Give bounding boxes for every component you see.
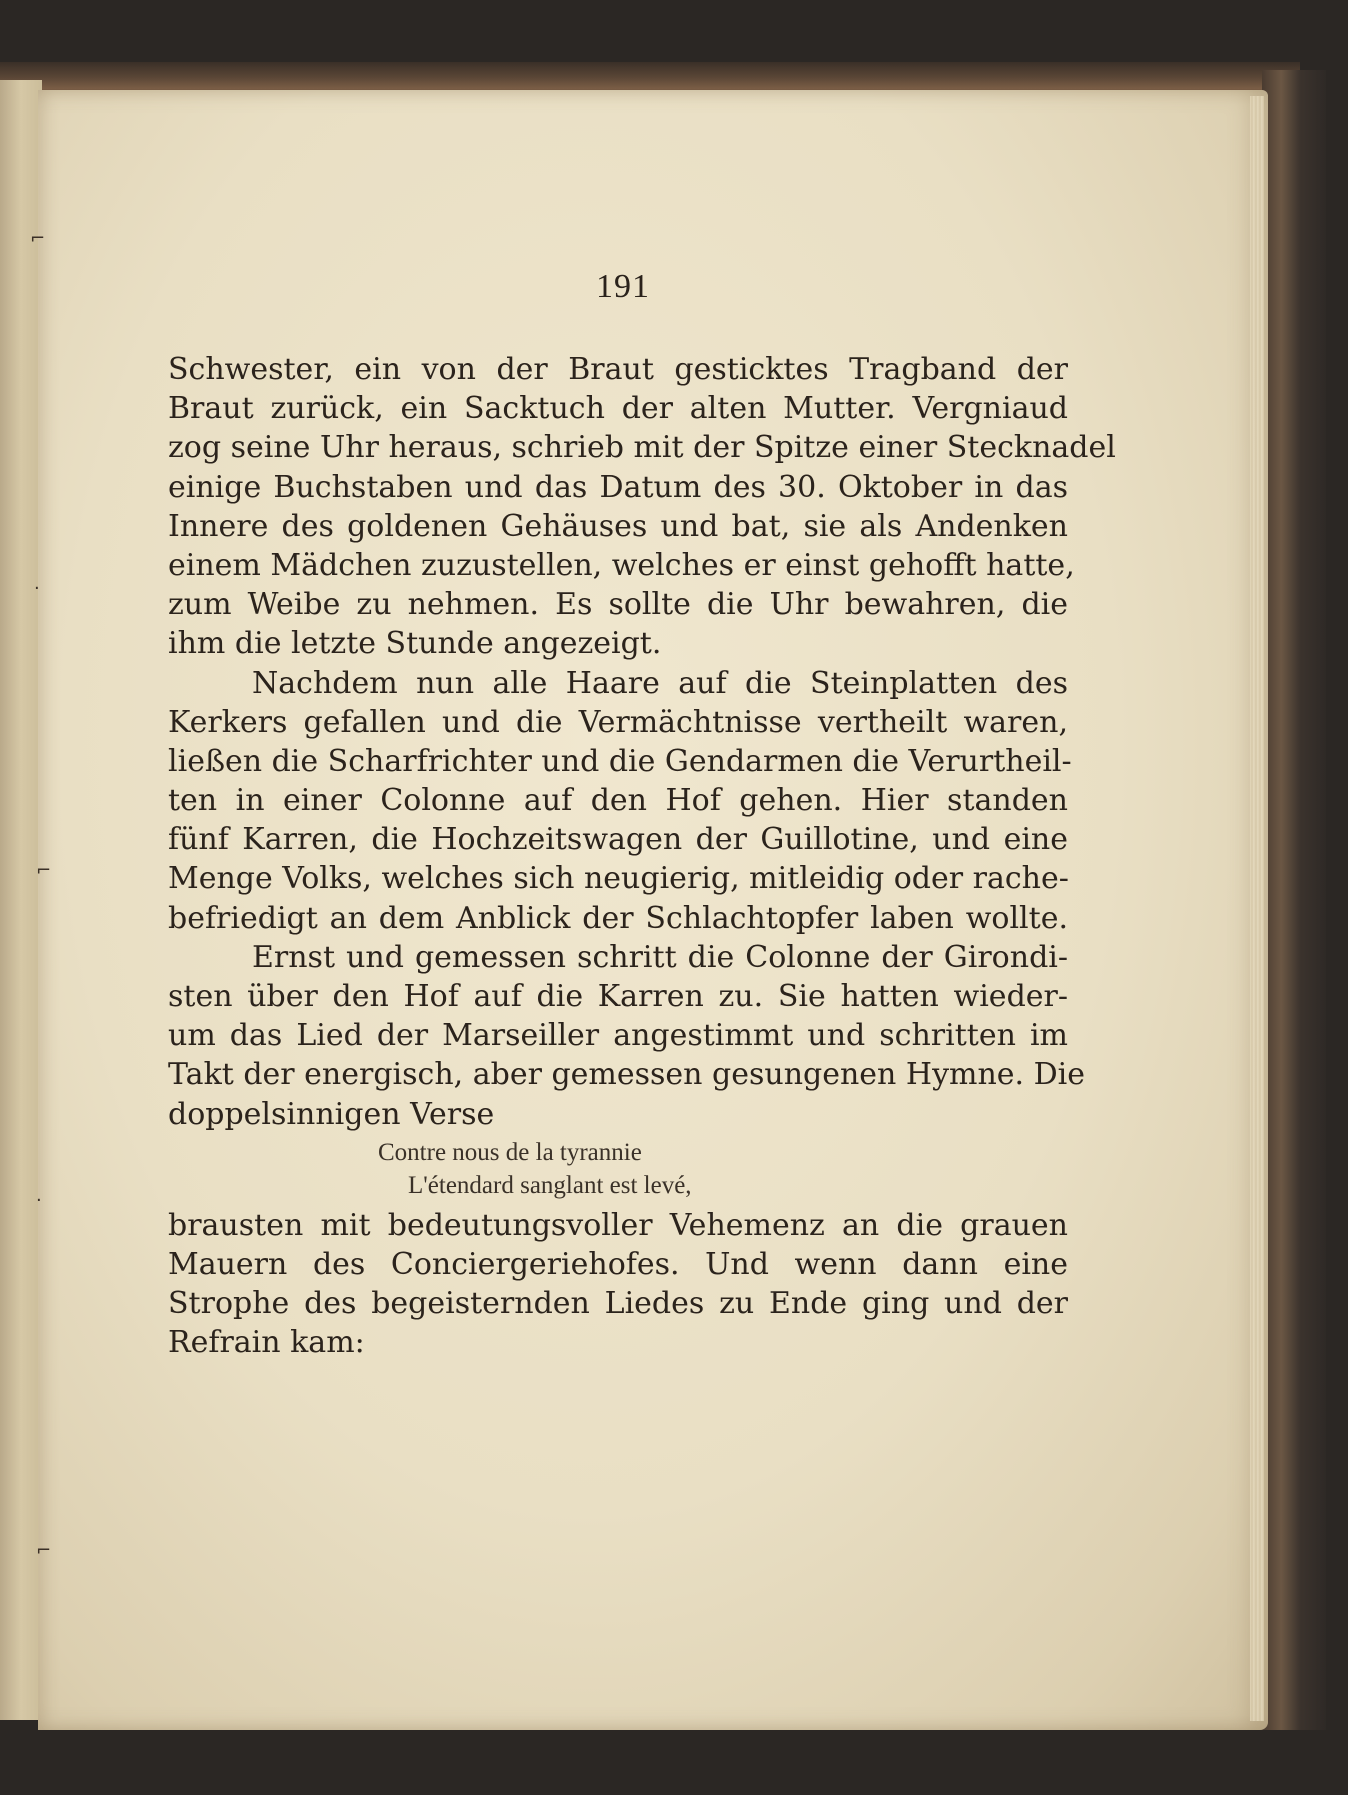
margin-mark: ⌐: [36, 860, 52, 881]
text-line: um das Lied der Marseiller angestimmt und schritten im: [168, 1018, 1068, 1054]
text-line: Menge Volks, welches sich neugierig, mitleidig oder rache-: [168, 861, 1069, 897]
margin-mark: ⌐: [30, 228, 46, 249]
text-line: ten in einer Colonne auf den Hof gehen. Hier standen: [168, 783, 1068, 819]
facing-page-edge: [0, 80, 42, 1720]
text-line: einem Mädchen zuzustellen, welches er einst gehofft hatte,: [168, 547, 1075, 583]
margin-mark: ·: [34, 578, 40, 599]
text-line: ihm die letzte Stunde angezeigt.: [168, 626, 662, 662]
text-line: zum Weibe zu nehmen. Es sollte die Uhr bewahren, die: [168, 587, 1068, 623]
margin-mark: ⌐: [36, 1540, 52, 1561]
text-line: Kerkers gefallen und die Vermächtnisse vertheilt waren,: [168, 704, 1068, 740]
text-line: befriedigt an dem Anblick der Schlachtopfer laben wollte.: [168, 900, 1068, 936]
text-line: Braut zurück, ein Sacktuch der alten Mutter. Vergniaud: [168, 391, 1068, 427]
text-line: ließen die Scharfrichter und die Gendarmen die Verurtheil-: [168, 743, 1072, 779]
text-line: Nachdem nun alle Haare auf die Steinplatten des: [252, 665, 1068, 701]
text-line: Takt der energisch, aber gemessen gesungenen Hymne. Die: [168, 1057, 1086, 1093]
text-line: einige Buchstaben und das Datum des 30. Oktober in das: [168, 469, 1068, 505]
text-line: brausten mit bedeutungsvoller Vehemenz an die grauen: [168, 1207, 1068, 1243]
text-line: Innere des goldenen Gehäuses und bat, sie als Andenken: [168, 508, 1068, 544]
verse-line: Contre nous de la tyrannie: [378, 1138, 642, 1166]
book-cover-right-edge: [1262, 70, 1326, 1730]
quoted-verse: [168, 1134, 1068, 1206]
text-line: Ernst und gemessen schritt die Colonne der Girondi-: [252, 939, 1068, 975]
text-line: Refrain kam:: [168, 1325, 365, 1361]
page-number: 191: [596, 268, 650, 305]
text-line: Mauern des Conciergeriehofes. Und wenn dann eine: [168, 1246, 1068, 1282]
text-line: fünf Karren, die Hochzeitswagen der Guillotine, und eine: [168, 822, 1068, 858]
text-line: Strophe des begeisternden Liedes zu Ende ging und der: [168, 1286, 1068, 1322]
text-line: sten über den Hof auf die Karren zu. Sie hatten wieder-: [168, 979, 1068, 1014]
margin-mark: ·: [36, 1190, 42, 1211]
page-stack-edge: [1250, 96, 1264, 1721]
text-line: zog seine Uhr heraus, schrieb mit der Spitze einer Stecknadel: [168, 430, 1116, 466]
page-text: [168, 350, 1116, 1363]
text-line: Schwester, ein von der Braut gesticktes Tragband der: [168, 352, 1068, 387]
verse-line: L'étendard sanglant est levé,: [408, 1171, 692, 1199]
text-line: doppelsinnigen Verse: [168, 1096, 495, 1132]
